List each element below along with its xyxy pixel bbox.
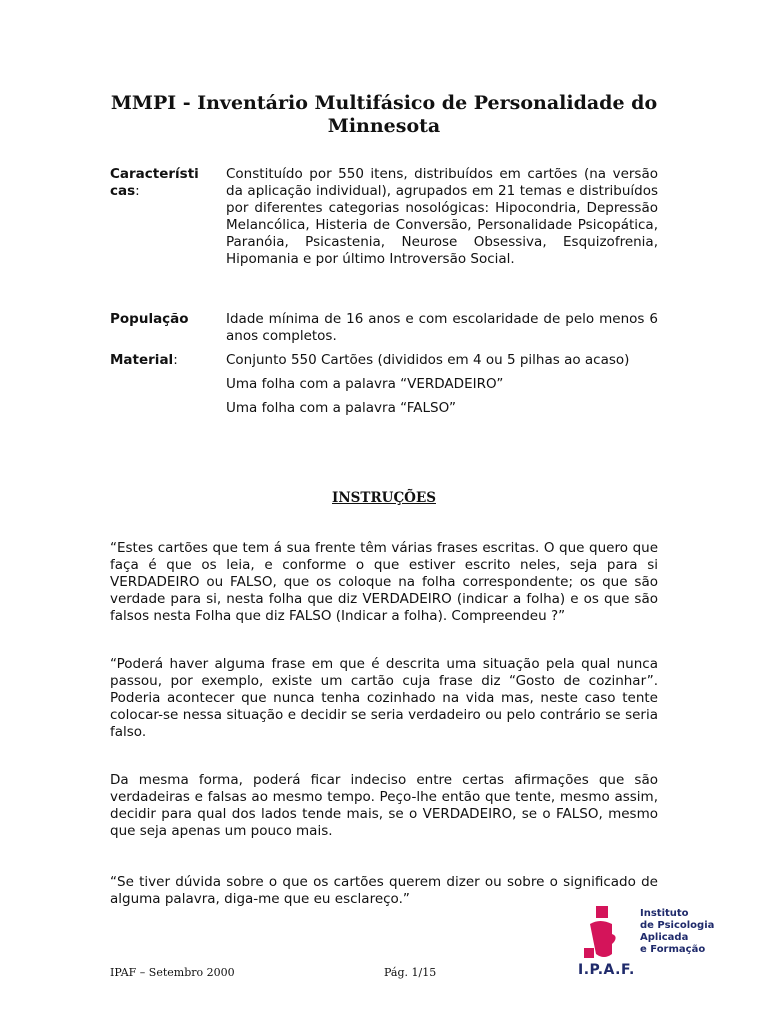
logo-line: de Psicologia — [640, 920, 715, 931]
instruction-paragraph-3: Da mesma forma, poderá ficar indeciso entre certas afirmações que são verdadeiras e falsas ao mesmo tempo. Peço-lhe então que tente, mesmo assim, decidir para qual dos lados tende mais, se o VERDADEIRO, se o FALSO, mesmo que seja apenas um pouco mais. — [110, 772, 658, 839]
document-title: MMPI - Inventário Multifásico de Personalidade do Minnesota — [110, 92, 658, 137]
field-term: Material: — [110, 352, 178, 368]
field-term: Característi cas: — [110, 166, 199, 199]
field-line: Uma folha com a palavra “FALSO” — [226, 400, 456, 416]
term-line-1: Característi — [110, 166, 199, 182]
footer-left: IPAF – Setembro 2000 — [110, 966, 235, 979]
field-description — [226, 166, 658, 268]
instructions-heading-text: INSTRUÇÕES — [332, 490, 436, 506]
ipaf-logo-acronym: I.P.A.F. — [578, 962, 635, 978]
field-term: População — [110, 311, 189, 327]
logo-line: Instituto — [640, 908, 689, 919]
term-label: Material — [110, 352, 174, 368]
field-line: Constituído por 550 itens, distribuídos em cartões (na versão da aplicação individual), agrupados em 21 temas e distribuídos por diferentes categorias nosológicas: Hipocondria, Depressão Melancólica, Histeria de Conversão, Personalidade Psicopática, Paranóia, Psicastenia, Neurose Obsessiva, Esquizofrenia, Hipomania e por último Introversão Social. — [226, 166, 658, 267]
term-line-2: cas — [110, 183, 136, 199]
field-description — [226, 311, 658, 345]
instruction-paragraph-1: “Estes cartões que tem á sua frente têm várias frases escritas. O que quero que faça é que os leia, e conforme o que estiver escrito neles, seja para si VERDADEIRO ou FALSO, que os coloque na folha correspondente; os que são verdade para si, nesta folha que diz VERDADEIRO (indicar a folha) e os que são falsos nesta Folha que diz FALSO (Indicar a folha). Compreendeu ?” — [110, 540, 658, 624]
field-line: Conjunto 550 Cartões (divididos em 4 ou 5 pilhas ao acaso) — [226, 352, 630, 368]
ipaf-logo-mark-icon — [578, 904, 638, 964]
instruction-paragraph-2: “Poderá haver alguma frase em que é descrita uma situação pela qual nunca passou, por exemplo, existe um cartão cuja frase diz “Gosto de cozinhar”. Poderia acontecer que nunca tenha cozinhado na vida mas, neste caso tente colocar-se nessa situação e decidir se seria verdadeiro ou pelo contrário se seria falso. — [110, 656, 658, 740]
logo-line: Aplicada — [640, 932, 689, 943]
footer-page-number: Pág. 1/15 — [384, 966, 437, 979]
field-description — [226, 352, 658, 417]
field-line: Idade mínima de 16 anos e com escolaridade de pelo menos 6 anos completos. — [226, 311, 658, 344]
ipaf-logo-text — [640, 908, 714, 956]
instruction-paragraph-4: “Se tiver dúvida sobre o que os cartões querem dizer ou sobre o significado de alguma palavra, diga-me que eu esclareço.” — [110, 874, 658, 907]
ipaf-logo — [578, 902, 718, 980]
field-line: Uma folha com a palavra “VERDADEIRO” — [226, 376, 504, 392]
instructions-heading — [110, 490, 658, 506]
logo-line: e Formação — [640, 944, 706, 955]
